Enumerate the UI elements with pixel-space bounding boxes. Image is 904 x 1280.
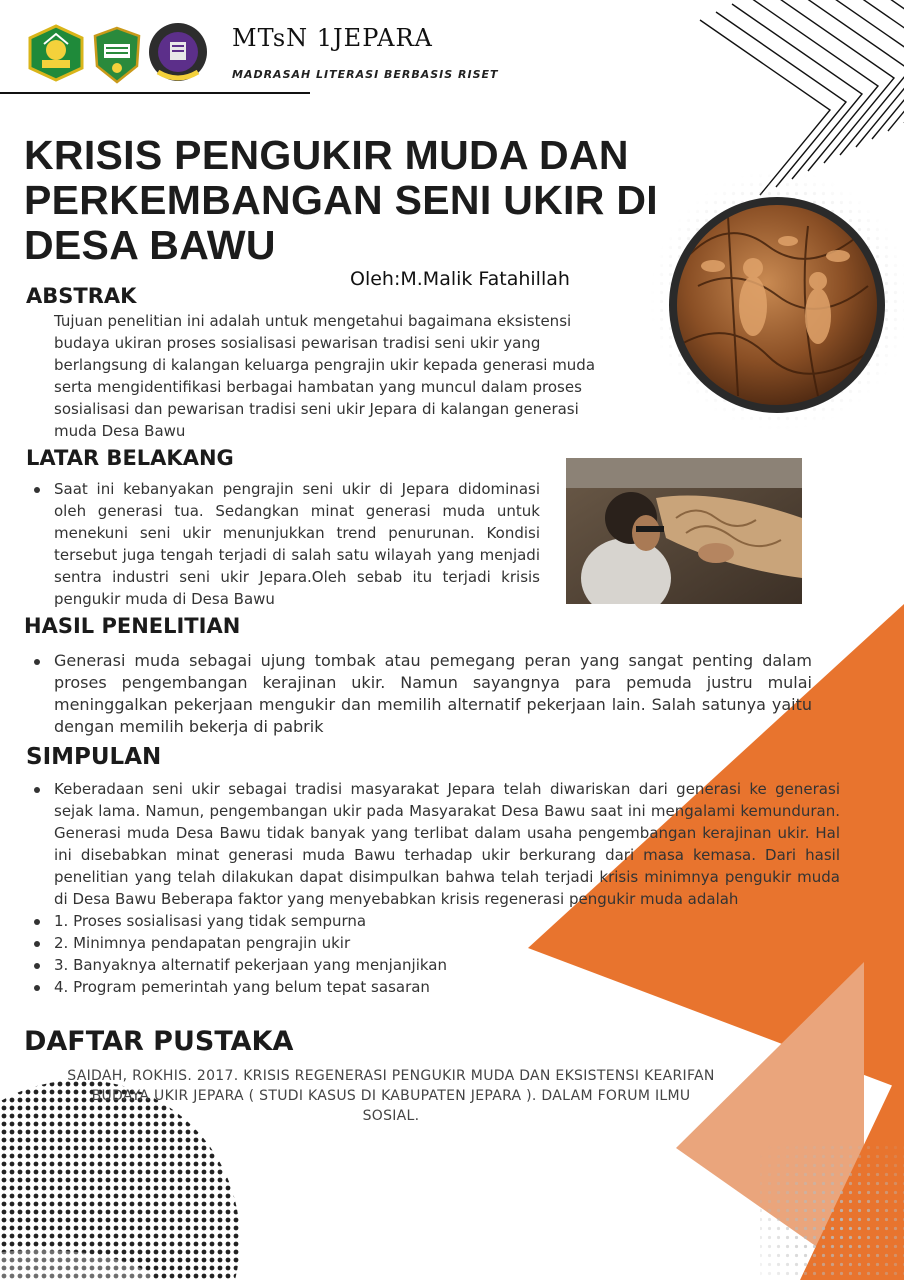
- carver-photo: [566, 458, 802, 604]
- factor-item: 3. Banyaknya alternatif pekerjaan yang menjanjikan: [54, 956, 447, 974]
- reference-line: BUDAYA UKIR JEPARA ( STUDI KASUS DI KABUPATEN JEPARA ). DALAM FORUM ILMU: [91, 1088, 691, 1104]
- hasil-heading: HASIL PENELITIAN: [24, 614, 241, 638]
- bullet-icon: [34, 787, 40, 793]
- wood-carving-round-image: [668, 196, 886, 414]
- school-name: MTsN 1JEPARA: [232, 24, 433, 52]
- abstrak-text: [54, 310, 654, 442]
- list-item: [54, 778, 840, 910]
- abstrak-heading: ABSTRAK: [26, 284, 137, 308]
- title-line: KRISIS PENGUKIR MUDA DAN: [24, 132, 629, 178]
- abstrak-line: Tujuan penelitian ini adalah untuk mengetahui bagaimana eksistensi: [54, 312, 572, 330]
- abstrak-line: sosialisasi dan pewarisan tradisi seni ukir Jepara di kalangan generasi: [54, 400, 579, 418]
- list-item: [54, 478, 540, 610]
- author: Oleh:M.Malik Fatahillah: [350, 268, 570, 290]
- poster-title: [24, 133, 714, 268]
- bullet-icon: [34, 919, 40, 925]
- bullet-icon: [34, 659, 40, 665]
- simpulan-list: [54, 778, 840, 998]
- abstrak-line: berlangsung di kalangan keluarga pengrajin ukir kepada generasi muda: [54, 356, 596, 374]
- reference-line: SOSIAL.: [362, 1108, 420, 1124]
- kemenag-logo: [26, 24, 86, 82]
- hasil-list: [54, 650, 812, 738]
- hasil-text: Generasi muda sebagai ujung tombak atau pemegang peran yang sangat penting dalam proses pengembangan kerajinan ukir. Namun sayangnya para pemuda justru mulai meninggalkan pekerjaan mengukir dan memilih alternatif pekerjaan lain. Salah satunya yaitu dengan memilih bekerja di pabrik: [54, 651, 812, 736]
- bullet-icon: [34, 985, 40, 991]
- bullet-icon: [34, 487, 40, 493]
- abstrak-line: budaya ukiran proses sosialisasi pewarisan tradisi seni ukir yang: [54, 334, 541, 352]
- chevron-lines-decoration: [700, 0, 904, 195]
- header-divider: [0, 92, 310, 94]
- madrasah-literasi-riset-logo: [146, 20, 210, 84]
- simpulan-heading: SIMPULAN: [26, 744, 162, 770]
- title-line: DESA BAWU: [24, 222, 276, 268]
- factor-item: 1. Proses sosialisasi yang tidak sempurna: [54, 912, 367, 930]
- bullet-icon: [34, 941, 40, 947]
- pustaka-heading: DAFTAR PUSTAKA: [24, 1026, 294, 1057]
- abstrak-line: muda Desa Bawu: [54, 422, 186, 440]
- madrasah-literasi-logo: [92, 26, 142, 84]
- latar-heading: LATAR BELAKANG: [26, 446, 234, 470]
- list-item: [54, 976, 840, 998]
- abstrak-line: serta mengidentifikasi berbagai hambatan yang muncul dalam proses: [54, 378, 582, 396]
- simpulan-text: Keberadaan seni ukir sebagai tradisi masyarakat Jepara telah diwariskan dari generasi ke generasi sejak lama. Namun, pengembangan ukir pada Masyarakat Desa Bawu saat ini mengalami kemunduran. Generasi muda Desa Bawu tidak banyak yang terlibat dalam usaha pengembangan kerajinan ukir. Hal ini disebabkan minat generasi muda Bawu terhadap ukir berkurang dari masa kemasa. Dari hasil penelitian yang telah dilakukan dapat disimpulkan bahwa telah terjadi krisis minimnya pengukir muda di Desa Bawu Beberapa faktor yang menyebabkan krisis regenerasi pengukir muda adalah: [54, 780, 840, 908]
- reference-entry: [36, 1066, 746, 1126]
- title-line: PERKEMBANGAN SENI UKIR DI: [24, 177, 658, 223]
- bullet-icon: [34, 963, 40, 969]
- reference-line: SAIDAH, ROKHIS. 2017. KRISIS REGENERASI PENGUKIR MUDA DAN EKSISTENSI KEARIFAN: [67, 1068, 715, 1084]
- latar-list: [54, 478, 540, 610]
- school-motto: MADRASAH LITERASI BERBASIS RISET: [232, 68, 499, 81]
- factor-item: 4. Program pemerintah yang belum tepat sasaran: [54, 978, 430, 996]
- list-item: [54, 910, 840, 932]
- list-item: [54, 932, 840, 954]
- list-item: [54, 650, 812, 738]
- factor-item: 2. Minimnya pendapatan pengrajin ukir: [54, 934, 351, 952]
- latar-text: Saat ini kebanyakan pengrajin seni ukir di Jepara didominasi oleh generasi tua. Sedangkan minat generasi muda untuk menekuni seni ukir menunjukkan trend penurunan. Kondisi tersebut juga tengah terjadi di salah satu wilayah yang menjadi sentra industri seni ukir Jepara.Oleh sebab itu terjadi krisis pengukir muda di Desa Bawu: [54, 480, 540, 608]
- list-item: [54, 954, 840, 976]
